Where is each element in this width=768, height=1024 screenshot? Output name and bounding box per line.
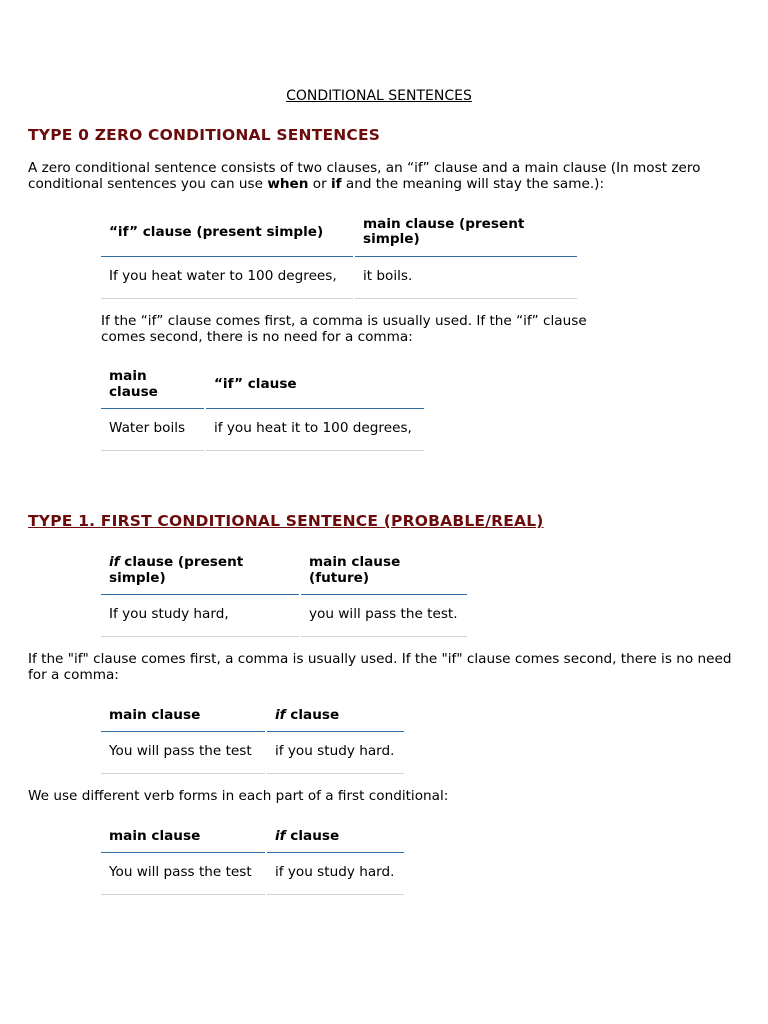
type1-table-main-first: [101, 701, 404, 774]
cell-if-clause: if you heat it to 100 degrees,: [205, 408, 424, 450]
cell-main-clause: Water boils: [101, 408, 205, 450]
cell-main-clause: it boils.: [354, 256, 577, 298]
header-if-clause: “if” clause (present simple): [101, 209, 354, 256]
cell-if-clause: if you study hard.: [266, 731, 404, 773]
type1-verb-note: We use different verb forms in each part of a first conditional:: [28, 788, 449, 804]
type0-table-main-first: [101, 362, 424, 451]
header-if-clause: if clause (present simple): [101, 548, 300, 594]
header-main-clause: main clause (present simple): [354, 209, 577, 256]
keyword-if: if: [331, 175, 342, 192]
cell-if-clause: If you study hard,: [101, 594, 300, 636]
cell-if-clause: If you heat water to 100 degrees,: [101, 256, 354, 298]
type0-table-if-first: [101, 209, 577, 299]
header-if-clause: if clause: [266, 701, 404, 731]
header-if-clause: if clause: [266, 822, 404, 852]
keyword-when: when: [267, 175, 309, 192]
type1-table-if-first: [101, 548, 467, 637]
type1-table-verb-forms: [101, 822, 404, 895]
header-if-clause: “if” clause: [205, 362, 424, 408]
cell-if-clause: if you study hard.: [266, 852, 404, 894]
header-main-clause: main clause: [101, 822, 266, 852]
header-main-clause: main clause: [101, 362, 205, 408]
header-main-clause: main clause (future): [300, 548, 467, 594]
cell-main-clause: You will pass the test: [101, 852, 266, 894]
cell-main-clause: you will pass the test.: [300, 594, 467, 636]
page-title: CONDITIONAL SENTENCES: [286, 88, 472, 104]
header-main-clause: main clause: [101, 701, 266, 731]
cell-main-clause: You will pass the test: [101, 731, 266, 773]
type0-comma-note: If the “if” clause comes first, a comma is usually used. If the “if” clause comes second, there is no need for a comma:: [101, 313, 587, 345]
type0-intro: A zero conditional sentence consists of two clauses, an “if” clause and a main clause (In most zero conditional sentences you can use when or if and the meaning will stay the same.):: [28, 160, 701, 192]
type0-heading: TYPE 0 ZERO CONDITIONAL SENTENCES: [28, 126, 381, 144]
type1-comma-note: If the "if" clause comes first, a comma is usually used. If the "if" clause comes second, there is no need for a comma:: [28, 651, 732, 683]
type1-heading: TYPE 1. FIRST CONDITIONAL SENTENCE (PROBABLE/REAL): [28, 512, 544, 530]
